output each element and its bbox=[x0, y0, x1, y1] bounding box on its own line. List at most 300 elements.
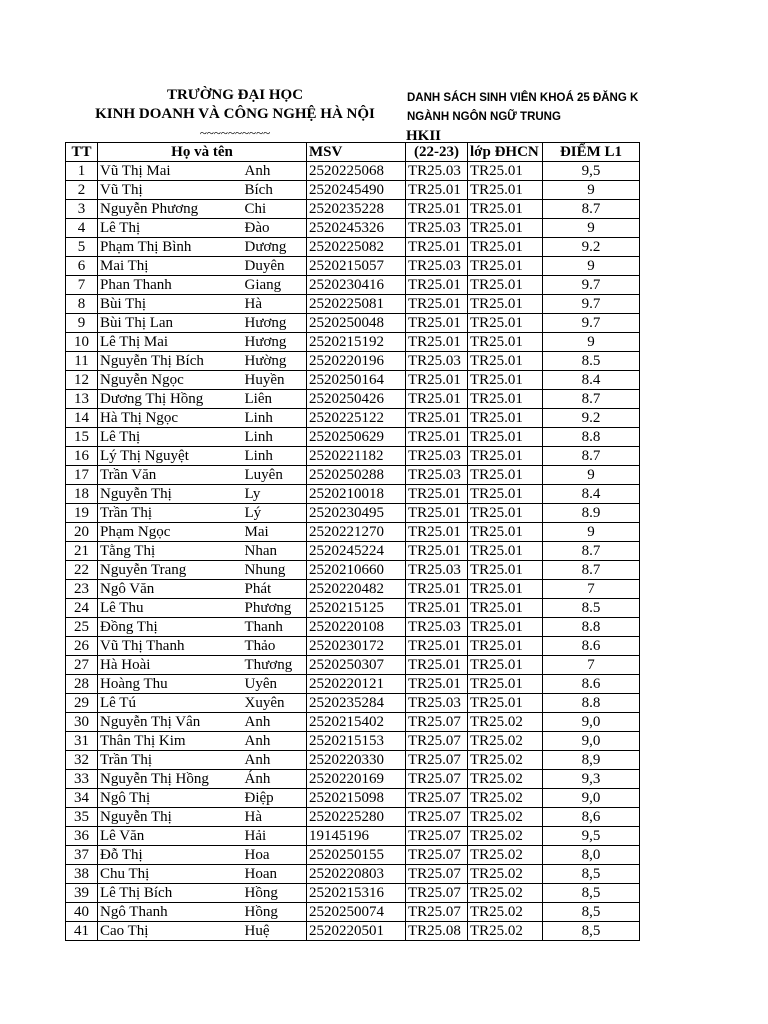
row-number-cell: 25 bbox=[66, 618, 98, 637]
given-name-cell: Phương bbox=[243, 599, 307, 618]
given-name-cell: Luyên bbox=[243, 466, 307, 485]
surname-middle-cell: Chu Thị bbox=[98, 865, 243, 884]
class-2223-cell: TR25.01 bbox=[406, 371, 468, 390]
surname-middle-cell: Hà Hoài bbox=[98, 656, 243, 675]
student-id-cell: 2520215098 bbox=[307, 789, 406, 808]
row-number-cell: 33 bbox=[66, 770, 98, 789]
row-number-cell: 23 bbox=[66, 580, 98, 599]
class-dhcn-cell: TR25.01 bbox=[468, 390, 543, 409]
surname-middle-cell: Ngô Thị bbox=[98, 789, 243, 808]
class-dhcn-cell: TR25.02 bbox=[468, 846, 543, 865]
class-dhcn-cell: TR25.01 bbox=[468, 542, 543, 561]
score-cell: 9 bbox=[543, 333, 640, 352]
student-id-cell: 2520250048 bbox=[307, 314, 406, 333]
class-2223-cell: TR25.01 bbox=[406, 656, 468, 675]
class-dhcn-cell: TR25.02 bbox=[468, 884, 543, 903]
class-2223-cell: TR25.01 bbox=[406, 485, 468, 504]
class-2223-cell: TR25.07 bbox=[406, 770, 468, 789]
given-name-cell: Linh bbox=[243, 447, 307, 466]
given-name-cell: Hoa bbox=[243, 846, 307, 865]
score-cell: 9,5 bbox=[543, 162, 640, 181]
row-number-cell: 24 bbox=[66, 599, 98, 618]
surname-middle-cell: Nguyễn Thị bbox=[98, 485, 243, 504]
student-id-cell: 2520250164 bbox=[307, 371, 406, 390]
class-2223-cell: TR25.07 bbox=[406, 884, 468, 903]
student-id-cell: 2520250155 bbox=[307, 846, 406, 865]
row-number-cell: 13 bbox=[66, 390, 98, 409]
student-id-cell: 2520221270 bbox=[307, 523, 406, 542]
table-row bbox=[66, 371, 640, 390]
class-dhcn-cell: TR25.01 bbox=[468, 409, 543, 428]
row-number-cell: 19 bbox=[66, 504, 98, 523]
student-id-cell: 2520210018 bbox=[307, 485, 406, 504]
document-title-line1: DANH SÁCH SINH VIÊN KHOÁ 25 ĐĂNG K bbox=[407, 92, 639, 104]
class-dhcn-cell: TR25.01 bbox=[468, 314, 543, 333]
student-id-cell: 2520210660 bbox=[307, 561, 406, 580]
class-dhcn-cell: TR25.02 bbox=[468, 751, 543, 770]
class-dhcn-cell: TR25.01 bbox=[468, 694, 543, 713]
row-number-cell: 29 bbox=[66, 694, 98, 713]
table-row bbox=[66, 523, 640, 542]
table-row bbox=[66, 713, 640, 732]
class-dhcn-cell: TR25.01 bbox=[468, 295, 543, 314]
row-number-cell: 36 bbox=[66, 827, 98, 846]
score-cell: 9 bbox=[543, 257, 640, 276]
given-name-cell: Chi bbox=[243, 200, 307, 219]
student-id-cell: 2520225068 bbox=[307, 162, 406, 181]
student-id-cell: 2520220121 bbox=[307, 675, 406, 694]
table-header-row bbox=[66, 143, 640, 162]
score-cell: 8.7 bbox=[543, 390, 640, 409]
score-cell: 8.6 bbox=[543, 637, 640, 656]
surname-middle-cell: Lê Thu bbox=[98, 599, 243, 618]
table-row bbox=[66, 865, 640, 884]
row-number-cell: 4 bbox=[66, 219, 98, 238]
col-header-tt: TT bbox=[66, 143, 98, 162]
class-dhcn-cell: TR25.01 bbox=[468, 580, 543, 599]
row-number-cell: 28 bbox=[66, 675, 98, 694]
class-2223-cell: TR25.01 bbox=[406, 390, 468, 409]
student-id-cell: 2520225082 bbox=[307, 238, 406, 257]
class-2223-cell: TR25.03 bbox=[406, 162, 468, 181]
given-name-cell: Điệp bbox=[243, 789, 307, 808]
class-dhcn-cell: TR25.01 bbox=[468, 485, 543, 504]
surname-middle-cell: Nguyễn Thị Bích bbox=[98, 352, 243, 371]
table-row bbox=[66, 542, 640, 561]
class-2223-cell: TR25.01 bbox=[406, 238, 468, 257]
surname-middle-cell: Đồng Thị bbox=[98, 618, 243, 637]
student-id-cell: 2520230495 bbox=[307, 504, 406, 523]
given-name-cell: Thanh bbox=[243, 618, 307, 637]
table-row bbox=[66, 504, 640, 523]
row-number-cell: 26 bbox=[66, 637, 98, 656]
class-dhcn-cell: TR25.01 bbox=[468, 352, 543, 371]
surname-middle-cell: Nguyễn Ngọc bbox=[98, 371, 243, 390]
given-name-cell: Hồng bbox=[243, 903, 307, 922]
student-id-cell: 2520250426 bbox=[307, 390, 406, 409]
given-name-cell: Hồng bbox=[243, 884, 307, 903]
surname-middle-cell: Cao Thị bbox=[98, 922, 243, 941]
given-name-cell: Đào bbox=[243, 219, 307, 238]
student-id-cell: 2520245490 bbox=[307, 181, 406, 200]
class-2223-cell: TR25.01 bbox=[406, 314, 468, 333]
table-row bbox=[66, 238, 640, 257]
score-cell: 8,5 bbox=[543, 922, 640, 941]
surname-middle-cell: Trần Thị bbox=[98, 751, 243, 770]
score-cell: 8.5 bbox=[543, 599, 640, 618]
row-number-cell: 6 bbox=[66, 257, 98, 276]
student-id-cell: 2520215057 bbox=[307, 257, 406, 276]
row-number-cell: 32 bbox=[66, 751, 98, 770]
surname-middle-cell: Lê Thị bbox=[98, 219, 243, 238]
score-cell: 9,3 bbox=[543, 770, 640, 789]
table-row bbox=[66, 561, 640, 580]
school-name-line2: KINH DOANH VÀ CÔNG NGHỆ HÀ NỘI bbox=[95, 106, 375, 122]
row-number-cell: 22 bbox=[66, 561, 98, 580]
document-title bbox=[407, 89, 768, 127]
table-row bbox=[66, 903, 640, 922]
class-2223-cell: TR25.03 bbox=[406, 561, 468, 580]
class-dhcn-cell: TR25.02 bbox=[468, 789, 543, 808]
table-row bbox=[66, 181, 640, 200]
surname-middle-cell: Lê Thị bbox=[98, 428, 243, 447]
class-dhcn-cell: TR25.01 bbox=[468, 238, 543, 257]
surname-middle-cell: Ngô Thanh bbox=[98, 903, 243, 922]
table-row bbox=[66, 162, 640, 181]
class-2223-cell: TR25.03 bbox=[406, 219, 468, 238]
row-number-cell: 35 bbox=[66, 808, 98, 827]
student-id-cell: 2520250288 bbox=[307, 466, 406, 485]
row-number-cell: 18 bbox=[66, 485, 98, 504]
class-2223-cell: TR25.01 bbox=[406, 333, 468, 352]
table-row bbox=[66, 599, 640, 618]
class-dhcn-cell: TR25.01 bbox=[468, 257, 543, 276]
row-number-cell: 37 bbox=[66, 846, 98, 865]
class-dhcn-cell: TR25.01 bbox=[468, 637, 543, 656]
class-2223-cell: TR25.01 bbox=[406, 637, 468, 656]
class-dhcn-cell: TR25.01 bbox=[468, 561, 543, 580]
class-2223-cell: TR25.03 bbox=[406, 694, 468, 713]
student-id-cell: 2520220169 bbox=[307, 770, 406, 789]
table-row bbox=[66, 409, 640, 428]
student-table bbox=[65, 142, 640, 941]
class-2223-cell: TR25.03 bbox=[406, 618, 468, 637]
given-name-cell: Huyền bbox=[243, 371, 307, 390]
table-row bbox=[66, 732, 640, 751]
student-id-cell: 2520250307 bbox=[307, 656, 406, 675]
surname-middle-cell: Phạm Thị Bình bbox=[98, 238, 243, 257]
surname-middle-cell: Phạm Ngọc bbox=[98, 523, 243, 542]
table-row bbox=[66, 276, 640, 295]
row-number-cell: 34 bbox=[66, 789, 98, 808]
row-number-cell: 8 bbox=[66, 295, 98, 314]
score-cell: 9 bbox=[543, 466, 640, 485]
table-row bbox=[66, 295, 640, 314]
table-row bbox=[66, 808, 640, 827]
given-name-cell: Dương bbox=[243, 238, 307, 257]
row-number-cell: 17 bbox=[66, 466, 98, 485]
score-cell: 8,5 bbox=[543, 865, 640, 884]
given-name-cell: Mai bbox=[243, 523, 307, 542]
class-2223-cell: TR25.01 bbox=[406, 409, 468, 428]
row-number-cell: 41 bbox=[66, 922, 98, 941]
table-row bbox=[66, 637, 640, 656]
given-name-cell: Anh bbox=[243, 751, 307, 770]
table-row bbox=[66, 656, 640, 675]
surname-middle-cell: Hà Thị Ngọc bbox=[98, 409, 243, 428]
surname-middle-cell: Nguyễn Thị bbox=[98, 808, 243, 827]
row-number-cell: 10 bbox=[66, 333, 98, 352]
row-number-cell: 9 bbox=[66, 314, 98, 333]
table-row bbox=[66, 447, 640, 466]
table-row bbox=[66, 827, 640, 846]
student-id-cell: 2520220108 bbox=[307, 618, 406, 637]
score-cell: 9 bbox=[543, 523, 640, 542]
class-dhcn-cell: TR25.01 bbox=[468, 200, 543, 219]
student-id-cell: 2520235284 bbox=[307, 694, 406, 713]
surname-middle-cell: Thân Thị Kim bbox=[98, 732, 243, 751]
class-2223-cell: TR25.01 bbox=[406, 181, 468, 200]
row-number-cell: 1 bbox=[66, 162, 98, 181]
row-number-cell: 16 bbox=[66, 447, 98, 466]
given-name-cell: Hà bbox=[243, 295, 307, 314]
given-name-cell: Thảo bbox=[243, 637, 307, 656]
given-name-cell: Anh bbox=[243, 732, 307, 751]
class-2223-cell: TR25.01 bbox=[406, 675, 468, 694]
table-row bbox=[66, 200, 640, 219]
student-id-cell: 2520220803 bbox=[307, 865, 406, 884]
score-cell: 8.8 bbox=[543, 694, 640, 713]
table-row bbox=[66, 580, 640, 599]
class-dhcn-cell: TR25.02 bbox=[468, 732, 543, 751]
class-dhcn-cell: TR25.02 bbox=[468, 922, 543, 941]
class-2223-cell: TR25.07 bbox=[406, 903, 468, 922]
class-2223-cell: TR25.07 bbox=[406, 808, 468, 827]
row-number-cell: 12 bbox=[66, 371, 98, 390]
document-title-line2: NGÀNH NGÔN NGỮ TRUNG bbox=[407, 111, 561, 123]
class-2223-cell: TR25.07 bbox=[406, 732, 468, 751]
score-cell: 8.8 bbox=[543, 618, 640, 637]
given-name-cell: Hường bbox=[243, 352, 307, 371]
row-number-cell: 21 bbox=[66, 542, 98, 561]
score-cell: 9,5 bbox=[543, 827, 640, 846]
table-row bbox=[66, 675, 640, 694]
surname-middle-cell: Lê Thị Mai bbox=[98, 333, 243, 352]
student-id-cell: 2520235228 bbox=[307, 200, 406, 219]
given-name-cell: Linh bbox=[243, 428, 307, 447]
given-name-cell: Anh bbox=[243, 713, 307, 732]
score-cell: 8.6 bbox=[543, 675, 640, 694]
class-dhcn-cell: TR25.02 bbox=[468, 903, 543, 922]
class-2223-cell: TR25.01 bbox=[406, 523, 468, 542]
student-id-cell: 2520215153 bbox=[307, 732, 406, 751]
given-name-cell: Huệ bbox=[243, 922, 307, 941]
school-header bbox=[70, 86, 400, 140]
score-cell: 8.8 bbox=[543, 428, 640, 447]
class-2223-cell: TR25.03 bbox=[406, 466, 468, 485]
given-name-cell: Hương bbox=[243, 333, 307, 352]
class-dhcn-cell: TR25.02 bbox=[468, 827, 543, 846]
score-cell: 9 bbox=[543, 219, 640, 238]
class-dhcn-cell: TR25.01 bbox=[468, 371, 543, 390]
score-cell: 8,9 bbox=[543, 751, 640, 770]
class-2223-cell: TR25.07 bbox=[406, 827, 468, 846]
class-dhcn-cell: TR25.01 bbox=[468, 656, 543, 675]
surname-middle-cell: Lê Văn bbox=[98, 827, 243, 846]
student-id-cell: 2520221182 bbox=[307, 447, 406, 466]
student-id-cell: 2520215192 bbox=[307, 333, 406, 352]
given-name-cell: Hương bbox=[243, 314, 307, 333]
student-id-cell: 2520215316 bbox=[307, 884, 406, 903]
given-name-cell: Bích bbox=[243, 181, 307, 200]
class-dhcn-cell: TR25.01 bbox=[468, 504, 543, 523]
student-id-cell: 2520250074 bbox=[307, 903, 406, 922]
col-header-class-dhcn: lớp ĐHCN bbox=[468, 143, 543, 162]
col-header-score: ĐIỂM L1 bbox=[543, 143, 640, 162]
surname-middle-cell: Tằng Thị bbox=[98, 542, 243, 561]
surname-middle-cell: Vũ Thị Thanh bbox=[98, 637, 243, 656]
score-cell: 9.7 bbox=[543, 295, 640, 314]
header-divider: ~~~~~~~~~~ bbox=[199, 125, 271, 140]
given-name-cell: Nhung bbox=[243, 561, 307, 580]
term-label: HKII bbox=[406, 128, 442, 144]
class-2223-cell: TR25.01 bbox=[406, 542, 468, 561]
score-cell: 8,5 bbox=[543, 884, 640, 903]
score-cell: 8.9 bbox=[543, 504, 640, 523]
student-id-cell: 2520220330 bbox=[307, 751, 406, 770]
score-cell: 7 bbox=[543, 580, 640, 599]
given-name-cell: Lý bbox=[243, 504, 307, 523]
class-2223-cell: TR25.01 bbox=[406, 276, 468, 295]
given-name-cell: Phát bbox=[243, 580, 307, 599]
table-row bbox=[66, 314, 640, 333]
given-name-cell: Xuyên bbox=[243, 694, 307, 713]
student-id-cell: 2520245326 bbox=[307, 219, 406, 238]
table-row bbox=[66, 789, 640, 808]
table-row bbox=[66, 219, 640, 238]
score-cell: 8.7 bbox=[543, 200, 640, 219]
row-number-cell: 7 bbox=[66, 276, 98, 295]
given-name-cell: Ánh bbox=[243, 770, 307, 789]
score-cell: 8.7 bbox=[543, 447, 640, 466]
class-2223-cell: TR25.03 bbox=[406, 257, 468, 276]
class-2223-cell: TR25.08 bbox=[406, 922, 468, 941]
student-id-cell: 2520215402 bbox=[307, 713, 406, 732]
table-row bbox=[66, 485, 640, 504]
table-row bbox=[66, 770, 640, 789]
table-row bbox=[66, 257, 640, 276]
student-id-cell: 2520215125 bbox=[307, 599, 406, 618]
surname-middle-cell: Hoàng Thu bbox=[98, 675, 243, 694]
student-id-cell: 2520220482 bbox=[307, 580, 406, 599]
class-dhcn-cell: TR25.01 bbox=[468, 447, 543, 466]
class-2223-cell: TR25.07 bbox=[406, 846, 468, 865]
table-row bbox=[66, 694, 640, 713]
surname-middle-cell: Trần Thị bbox=[98, 504, 243, 523]
student-id-cell: 19145196 bbox=[307, 827, 406, 846]
table-body bbox=[66, 162, 640, 941]
table-row bbox=[66, 390, 640, 409]
class-2223-cell: TR25.03 bbox=[406, 447, 468, 466]
student-id-cell: 2520220196 bbox=[307, 352, 406, 371]
surname-middle-cell: Nguyễn Thị Vân bbox=[98, 713, 243, 732]
class-dhcn-cell: TR25.01 bbox=[468, 675, 543, 694]
class-2223-cell: TR25.01 bbox=[406, 295, 468, 314]
class-dhcn-cell: TR25.01 bbox=[468, 333, 543, 352]
class-dhcn-cell: TR25.01 bbox=[468, 181, 543, 200]
row-number-cell: 20 bbox=[66, 523, 98, 542]
surname-middle-cell: Trần Văn bbox=[98, 466, 243, 485]
class-dhcn-cell: TR25.01 bbox=[468, 428, 543, 447]
student-id-cell: 2520225122 bbox=[307, 409, 406, 428]
surname-middle-cell: Phan Thanh bbox=[98, 276, 243, 295]
score-cell: 9.2 bbox=[543, 238, 640, 257]
score-cell: 8.5 bbox=[543, 352, 640, 371]
class-2223-cell: TR25.07 bbox=[406, 789, 468, 808]
col-header-name: Họ và tên bbox=[98, 143, 307, 162]
given-name-cell: Ly bbox=[243, 485, 307, 504]
class-dhcn-cell: TR25.01 bbox=[468, 599, 543, 618]
surname-middle-cell: Vũ Thị bbox=[98, 181, 243, 200]
table-row bbox=[66, 846, 640, 865]
surname-middle-cell: Bùi Thị bbox=[98, 295, 243, 314]
row-number-cell: 11 bbox=[66, 352, 98, 371]
surname-middle-cell: Bùi Thị Lan bbox=[98, 314, 243, 333]
score-cell: 8.4 bbox=[543, 371, 640, 390]
student-id-cell: 2520225081 bbox=[307, 295, 406, 314]
row-number-cell: 40 bbox=[66, 903, 98, 922]
given-name-cell: Thương bbox=[243, 656, 307, 675]
score-cell: 8.4 bbox=[543, 485, 640, 504]
given-name-cell: Hoan bbox=[243, 865, 307, 884]
given-name-cell: Duyên bbox=[243, 257, 307, 276]
table-row bbox=[66, 751, 640, 770]
class-dhcn-cell: TR25.01 bbox=[468, 523, 543, 542]
row-number-cell: 2 bbox=[66, 181, 98, 200]
score-cell: 9.2 bbox=[543, 409, 640, 428]
table-row bbox=[66, 922, 640, 941]
row-number-cell: 15 bbox=[66, 428, 98, 447]
student-id-cell: 2520225280 bbox=[307, 808, 406, 827]
surname-middle-cell: Dương Thị Hồng bbox=[98, 390, 243, 409]
col-header-msv: MSV bbox=[307, 143, 406, 162]
score-cell: 9,0 bbox=[543, 713, 640, 732]
class-dhcn-cell: TR25.02 bbox=[468, 865, 543, 884]
table-row bbox=[66, 466, 640, 485]
score-cell: 8.7 bbox=[543, 542, 640, 561]
row-number-cell: 31 bbox=[66, 732, 98, 751]
class-dhcn-cell: TR25.01 bbox=[468, 276, 543, 295]
col-header-class-2223: (22-23) bbox=[406, 143, 468, 162]
score-cell: 8,5 bbox=[543, 903, 640, 922]
class-2223-cell: TR25.03 bbox=[406, 352, 468, 371]
row-number-cell: 5 bbox=[66, 238, 98, 257]
given-name-cell: Nhan bbox=[243, 542, 307, 561]
surname-middle-cell: Vũ Thị Mai bbox=[98, 162, 243, 181]
score-cell: 8,0 bbox=[543, 846, 640, 865]
student-id-cell: 2520230172 bbox=[307, 637, 406, 656]
table-row bbox=[66, 352, 640, 371]
class-dhcn-cell: TR25.01 bbox=[468, 618, 543, 637]
class-dhcn-cell: TR25.02 bbox=[468, 713, 543, 732]
given-name-cell: Hải bbox=[243, 827, 307, 846]
class-2223-cell: TR25.01 bbox=[406, 580, 468, 599]
student-id-cell: 2520220501 bbox=[307, 922, 406, 941]
table-row bbox=[66, 428, 640, 447]
given-name-cell: Giang bbox=[243, 276, 307, 295]
class-2223-cell: TR25.01 bbox=[406, 200, 468, 219]
class-2223-cell: TR25.07 bbox=[406, 713, 468, 732]
